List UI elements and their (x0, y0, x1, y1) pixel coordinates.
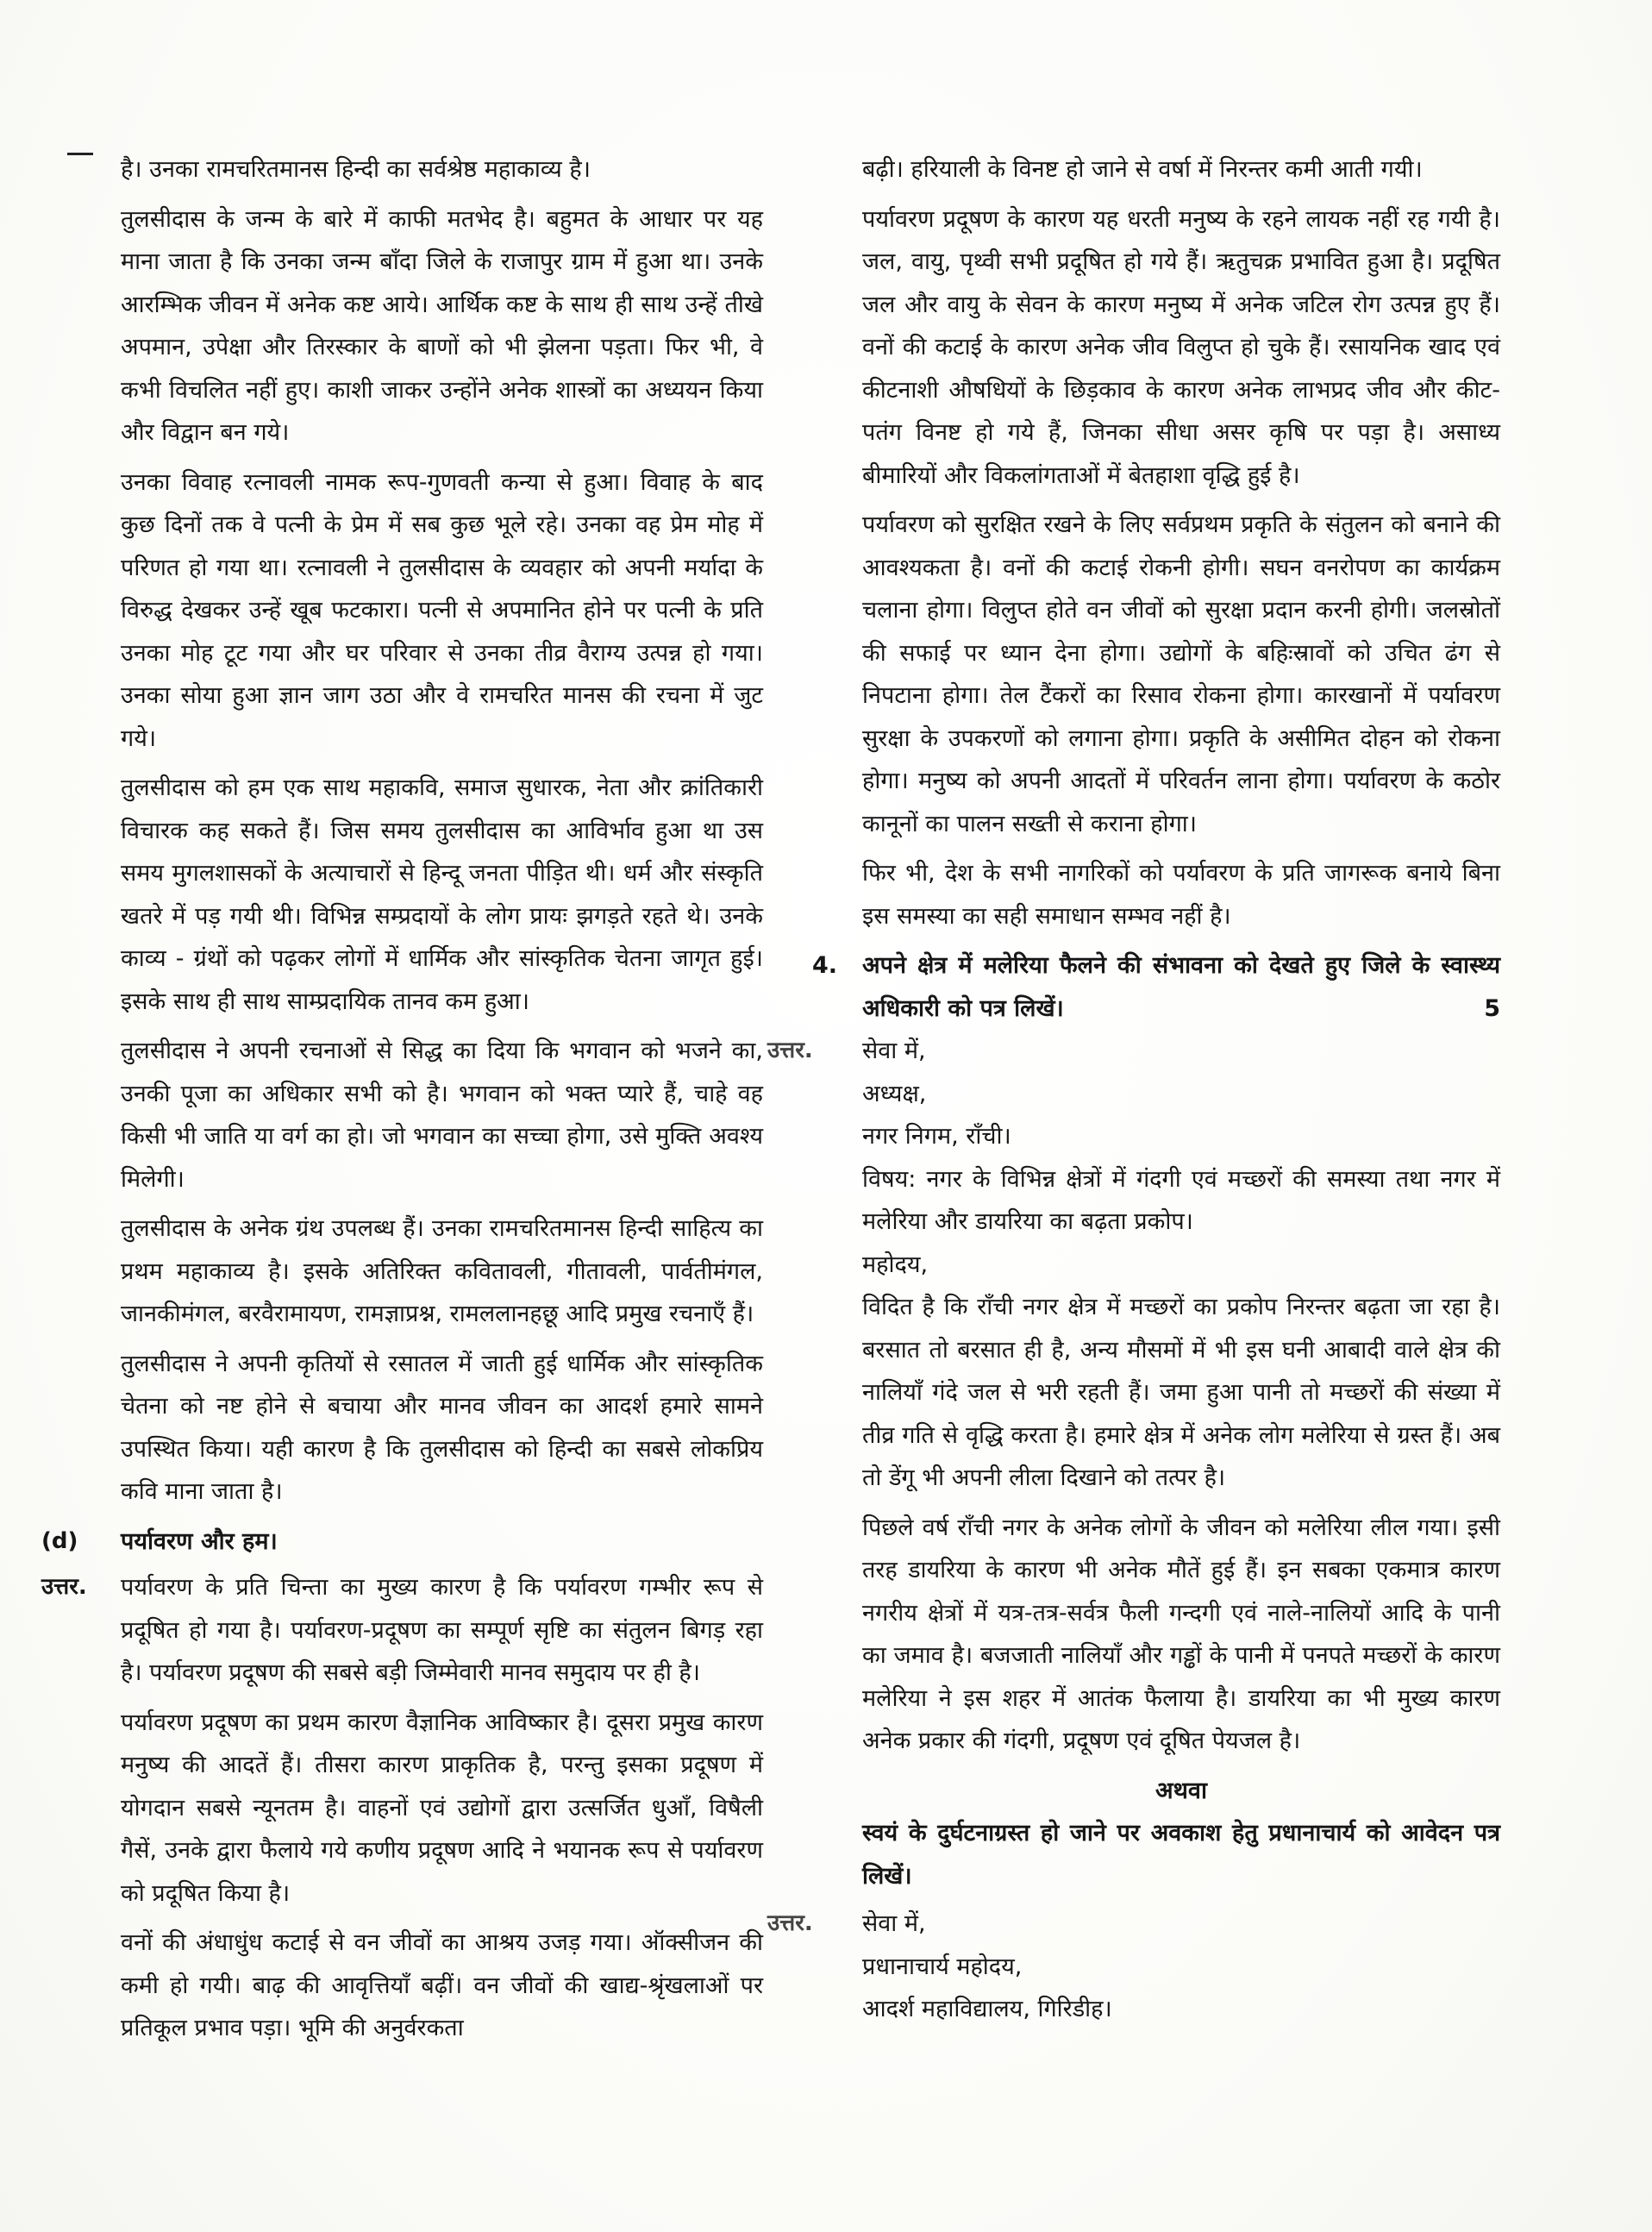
page-corner-dash (67, 153, 93, 155)
right-paragraph-4: फिर भी, देश के सभी नागरिकों को पर्यावरण के प्रति जागरूक बनाये बिना इस समस्या का सही समाधान सम्भव नहीं है। (862, 860, 1500, 930)
left-paragraph-3: उनका विवाह रत्नावली नामक रूप-गुणवती कन्या से हुआ। विवाह के बाद कुछ दिनों तक वे पत्नी के प्रेम में सब कुछ भूले रहे। उनका वह प्रेम मोह में परिणत हो गया था। रत्नावली ने तुलसीदास के व्यवहार को अपनी मर्यादा के विरुद्ध देखकर उन्हें खूब फटकारा। पत्नी से अपमानित होने पर पत्नी के प्रति उनका मोह टूट गया और घर परिवार से उनका तीव्र वैराग्य उत्पन्न हो गया। उनका सोया हुआ ज्ञान जाग उठा और वे रामचरित मानस की रचना में जुट गये। (121, 468, 763, 752)
letter-1-body-1: विदित है कि राँची नगर क्षेत्र में मच्छरों का प्रकोप निरन्तर बढ़ता जा रहा है। बरसात तो बरसात ही है, अन्य मौसमों में भी इस घनी आबादी वाले क्षेत्र की नालियाँ गंदे जल से भरी रहती हैं। जमा हुआ पानी तो मच्छरों की संख्या में तीव्र गति से वृद्धि करता है। हमारे क्षेत्र में अनेक लोग मलेरिया से ग्रस्त हैं। अब तो डेंगू भी अपनी लीला दिखाने को तत्पर है। (862, 1294, 1500, 1491)
left-paragraph-8: पर्यावरण प्रदूषण का प्रथम कारण वैज्ञानिक आविष्कार है। दूसरा प्रमुख कारण मनुष्य की आदतें हैं। तीसरा कारण प्राकृतिक है, परन्तु इसका प्रदूषण में योगदान सबसे न्यूनतम है। वाहनों एवं उद्योगों द्वारा उत्सर्जित धुआँ, विषैली गैसें, उनके द्वारा फैलाये गये कणीय प्रदूषण आदि ने भयानक रूप से पर्यावरण को प्रदूषित किया है। (121, 1708, 763, 1907)
answer-marker-4: उत्तर. (767, 1038, 813, 1063)
letter-1-subject: विषय: नगर के विभिन्न क्षेत्रों में गंदगी एवं मच्छरों की समस्या तथा नगर में मलेरिया और डायरिया का बढ़ता प्रकोप। (862, 1165, 1500, 1235)
letter-2-to: सेवा में, (862, 1910, 926, 1937)
left-paragraph-2: तुलसीदास के जन्म के बारे में काफी मतभेद है। बहुमत के आधार पर यह माना जाता है कि उनका जन्म बाँदा जिले के राजापुर ग्राम में हुआ था। उनके आरम्भिक जीवन में अनेक कष्ट आये। आर्थिक कष्ट के साथ ही साथ उन्हें तीखे अपमान, उपेक्षा और तिरस्कार के बाणों को भी झेलना पड़ता। फिर भी, वे कभी विचलित नहीं हुए। काशी जाकर उन्होंने अनेक शास्त्रों का अध्ययन किया और विद्वान बन गये। (121, 205, 763, 446)
left-paragraph-1: है। उनका रामचरितमानस हिन्दी का सर्वश्रेष्ठ महाकाव्य है। (121, 156, 591, 183)
right-paragraph-3: पर्यावरण को सुरक्षित रखने के लिए सर्वप्रथम प्रकृति के संतुलन को बनाने की आवश्यकता है। वनों की कटाई रोकनी होगी। सघन वनरोपण का कार्यक्रम चलाना होगा। विलुप्त होते वन जीवों को सुरक्षा प्रदान करनी होगी। जलस्रोतों की सफाई पर ध्यान देना होगा। उद्योगों के बहिःस्रावों को उचित ढंग से निपटाना होगा। तेल टैंकरों का रिसाव रोकना होगा। कारखानों में पर्यावरण सुरक्षा के उपकरणों को लगाना होगा। प्रकृति के असीमित दोहन को रोकना होगा। मनुष्य को अपनी आदतों में परिवर्तन लाना होगा। पर्यावरण के कठोर कानूनों का पालन सख्ती से कराना होगा। (862, 511, 1500, 837)
section-d-title: पर्यावरण और हम। (121, 1527, 278, 1555)
letter-1-to: सेवा में, (862, 1038, 926, 1064)
letter-1-salutation: महोदय, (862, 1251, 929, 1278)
question-4-number: 4. (812, 952, 838, 979)
right-paragraph-1: बढ़ी। हरियाली के विनष्ट हो जाने से वर्षा में निरन्तर कमी आती गयी। (862, 156, 1423, 183)
left-paragraph-7: तुलसीदास ने अपनी कृतियों से रसातल में जाती हुई धार्मिक और सांस्कृतिक चेतना को नष्ट होने से बचाया और मानव जीवन का आदर्श हमारे सामने उपस्थित किया। यही कारण है कि तुलसीदास को हिन्दी का सबसे लोकप्रिय कवि माना जाता है। (121, 1350, 763, 1505)
right-paragraph-2: पर्यावरण प्रदूषण के कारण यह धरती मनुष्य के रहने लायक नहीं रह गयी है। जल, वायु, पृथ्वी सभी प्रदूषित हो गये हैं। ऋतुचक्र प्रभावित हुआ है। प्रदूषित जल और वायु के सेवन के कारण मनुष्य में अनेक जटिल रोग उत्पन्न हुए हैं। वनों की कटाई के कारण अनेक जीव विलुप्त हो चुके हैं। रसायनिक खाद एवं कीटनाशी औषधियों के छिड़काव के कारण अनेक लाभप्रद जीव और कीट-पतंग विनष्ट हो गये हैं, जिनका सीधा असर कृषि पर पड़ा है। असाध्य बीमारियों और विकलांगताओं में बेतहाशा वृद्धि हुई है। (862, 205, 1500, 489)
section-d-marker: (d) (41, 1527, 78, 1554)
left-paragraph-4: तुलसीदास को हम एक साथ महाकवि, समाज सुधारक, नेता और क्रांतिकारी विचारक कह सकते हैं। जिस समय तुलसीदास का आविर्भाव हुआ था उस समय मुगलशासकों के अत्याचारों से हिन्दू जनता पीड़ित थी। धर्म और संस्कृति खतरे में पड़ गयी थी। विभिन्न सम्प्रदायों के लोग प्रायः झगड़ते रहते थे। उनके काव्य - ग्रंथों को पढ़कर लोगों में धार्मिक और सांस्कृतिक चेतना जागृत हुई। इसके साथ ही साथ साम्प्रदायिक तानव कम हुआ। (121, 774, 763, 1015)
alternate-question: स्वयं के दुर्घटनाग्रस्त हो जाने पर अवकाश हेतु प्रधानाचार्य को आवेदन पत्र लिखें। (862, 1820, 1500, 1890)
letter-2-address-block (767, 1903, 1500, 2031)
answer-marker-d: उत्तर. (41, 1574, 87, 1600)
left-paragraph-9: वनों की अंधाधुंध कटाई से वन जीवों का आश्रय उजड़ गया। ऑक्सीजन की कमी हो गयी। बाढ़ की आवृत्तियाँ बढ़ीं। वन जीवों की खाद्य-श्रृंखलाओं पर प्रतिकूल प्रभाव पड़ा। भूमि की अनुर्वरकता (121, 1929, 763, 2041)
letter-1 (767, 1030, 1500, 1763)
section-d-heading (41, 1520, 763, 1564)
left-column (41, 148, 763, 2057)
letter-2-recipient: प्रधानाचार्य महोदय, (862, 1953, 1023, 1980)
letter-1-recipient-address: नगर निगम, राँची। (862, 1123, 1011, 1150)
letter-1-recipient: अध्यक्ष, (862, 1080, 927, 1107)
question-4 (812, 944, 1500, 1030)
letter-1-address-block (767, 1030, 1500, 1158)
or-divider: अथवा (1155, 1777, 1207, 1804)
left-paragraph-6: तुलसीदास के अनेक ग्रंथ उपलब्ध हैं। उनका रामचरितमानस हिन्दी साहित्य का प्रथम महाकाव्य है। इसके अतिरिक्त कवितावली, गीतावली, पार्वतीमंगल, जानकीमंगल, बरवैरामायण, रामज्ञाप्रश्न, रामललानहछू आदि प्रमुख रचनाएँ हैं। (121, 1215, 763, 1327)
answer-block-d (41, 1566, 763, 1695)
left-paragraph-5: तुलसीदास ने अपनी रचनाओं से सिद्ध का दिया कि भगवान को भजने का, उनकी पूजा का अधिकार सभी को है। भगवान को भक्त प्यारे हैं, चाहे वह किसी भी जाति या वर्ग का हो। जो भगवान का सच्चा होगा, उसे मुक्ति अवश्य मिलेगी। (121, 1038, 763, 1193)
question-4-marks: 5 (1484, 994, 1500, 1022)
right-column (767, 148, 1500, 2038)
answer-marker-alt: उत्तर. (767, 1910, 813, 1936)
letter-1-body-2: पिछले वर्ष राँची नगर के अनेक लोगों के जीवन को मलेरिया लील गया। इसी तरह डायरिया के कारण भी अनेक मौतें हुई हैं। इन सबका एकमात्र कारण नगरीय क्षेत्रों में यत्र-तत्र-सर्वत्र फैली गन्दगी एवं नाले-नालियों आदि के पानी का जमाव है। बजजाती नालियाँ और गड्ढों के पानी में पनपते मच्छरों के कारण मलेरिया ने इस शहर में आतंक फैलाया है। डायरिया का भी मुख्य कारण अनेक प्रकार की गंदगी, प्रदूषण एवं दूषित पेयजल है। (862, 1514, 1500, 1754)
question-4-text: अपने क्षेत्र में मलेरिया फैलने की संभावना को देखते हुए जिले के स्वास्थ्य अधिकारी को पत्र लिखें। (862, 952, 1500, 1022)
letter-2-recipient-address: आदर्श महाविद्यालय, गिरिडीह। (862, 1996, 1112, 2022)
answer-d-text: पर्यावरण के प्रति चिन्ता का मुख्य कारण है कि पर्यावरण गम्भीर रूप से प्रदूषित हो गया है। पर्यावरण-प्रदूषण का सम्पूर्ण सृष्टि का संतुलन बिगड़ रहा है। पर्यावरण प्रदूषण की सबसे बड़ी जिम्मेवारी मानव समुदाय पर ही है। (121, 1574, 763, 1686)
